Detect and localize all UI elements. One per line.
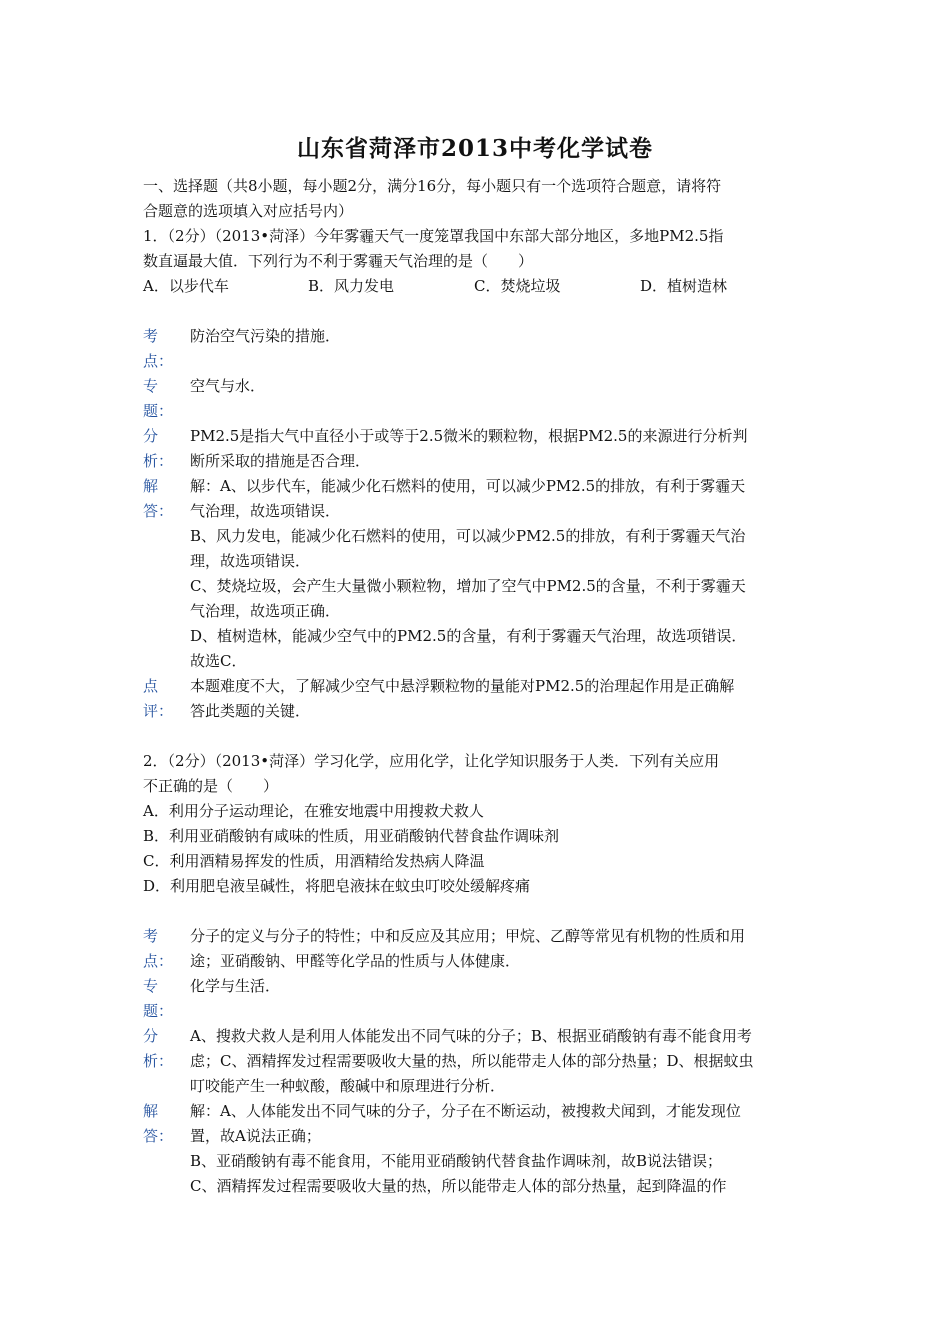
q2-jieda-label-1: 解 [143, 1102, 159, 1120]
q1-jieda-text-8: 故选C． [190, 652, 247, 670]
q1-jieda-text-6: 气治理，故选项正确． [190, 602, 341, 620]
q2-kaodian-text-2: 途；亚硝酸钠、甲醛等化学品的性质与人体健康． [190, 952, 521, 970]
q1-zhuanti-label-2: 题： [143, 402, 174, 420]
q1-fenxi-text-2: 断所采取的措施是否合理． [190, 452, 371, 470]
q1-zhuanti-text: 空气与水． [190, 377, 266, 395]
q1-option-d: D．植树造林 [640, 277, 728, 295]
q2-kaodian-text-1: 分子的定义与分子的特性；中和反应及其应用；甲烷、乙醇等常见有机物的性质和用 [190, 927, 746, 945]
q1-fenxi-label-1: 分 [143, 427, 159, 445]
q1-dianping-text-2: 答此类题的关键． [190, 702, 311, 720]
q1-option-c: C．焚烧垃圾 [474, 277, 561, 295]
q2-kaodian-label-1: 考 [143, 927, 159, 945]
q1-jieda-label-2: 答： [143, 502, 174, 520]
q1-option-b: B．风力发电 [308, 277, 395, 295]
q1-jieda-text-2: 气治理，故选项错误． [190, 502, 341, 520]
q1-fenxi-text-1: PM2.5是指大气中直径小于或等于2.5微米的颗粒物，根据PM2.5的来源进行分析判 [190, 427, 748, 445]
q2-jieda-text-3: B、亚硝酸钠有毒不能食用，不能用亚硝酸钠代替食盐作调味剂，故B说法错误； [190, 1152, 723, 1170]
q2-fenxi-label-1: 分 [143, 1027, 159, 1045]
q2-zhuanti-text: 化学与生活． [190, 977, 281, 995]
q1-jieda-text-3: B、风力发电，能减少化石燃料的使用，可以减少PM2.5的排放，有利于雾霾天气治 [190, 527, 746, 545]
section-heading-line2: 合题意的选项填入对应括号内） [143, 202, 354, 220]
section-heading-line1: 一、选择题（共8小题，每小题2分，满分16分，每小题只有一个选项符合题意，请将符 [143, 177, 722, 195]
q2-option-b: B．利用亚硝酸钠有咸味的性质，用亚硝酸钠代替食盐作调味剂 [143, 827, 560, 845]
q1-kaodian-text: 防治空气污染的措施． [190, 327, 341, 345]
q1-kaodian-label-2: 点： [143, 352, 174, 370]
q2-jieda-label-2: 答： [143, 1127, 174, 1145]
q1-fenxi-label-2: 析： [143, 452, 174, 470]
q2-zhuanti-label-2: 题： [143, 1002, 174, 1020]
q2-option-c: C．利用酒精易挥发的性质，用酒精给发热病人降温 [143, 852, 485, 870]
q2-fenxi-text-2: 虑；C、酒精挥发过程需要吸收大量的热，所以能带走人体的部分热量；D、根据蚊虫 [190, 1052, 754, 1070]
q1-dianping-label-1: 点 [143, 677, 159, 695]
q1-jieda-label-1: 解 [143, 477, 159, 495]
q2-kaodian-label-2: 点： [143, 952, 174, 970]
q1-jieda-text-1: 解：A、以步代车，能减少化石燃料的使用，可以减少PM2.5的排放，有利于雾霾天 [190, 477, 746, 495]
q1-zhuanti-label-1: 专 [143, 377, 159, 395]
q2-stem-line1: 2．（2分）（2013•菏泽）学习化学，应用化学，让化学知识服务于人类．下列有关应用 [143, 752, 720, 770]
q2-jieda-text-4: C、酒精挥发过程需要吸收大量的热，所以能带走人体的部分热量，起到降温的作 [190, 1177, 727, 1195]
q2-fenxi-label-2: 析： [143, 1052, 174, 1070]
q2-fenxi-text-3: 叮咬能产生一种蚁酸，酸碱中和原理进行分析． [190, 1077, 506, 1095]
q1-stem-line2: 数直逼最大值．下列行为不利于雾霾天气治理的是（ ） [143, 252, 534, 270]
q1-jieda-text-7: D、植树造林，能减少空气中的PM2.5的含量，有利于雾霾天气治理，故选项错误． [190, 627, 747, 645]
page-title: 山东省菏泽市2013中考化学试卷 [296, 135, 653, 162]
q1-dianping-text-1: 本题难度不大，了解减少空气中悬浮颗粒物的量能对PM2.5的治理起作用是正确解 [190, 677, 735, 695]
q1-stem-line1: 1．（2分）（2013•菏泽）今年雾霾天气一度笼罩我国中东部大部分地区，多地PM2.5指 [143, 227, 724, 245]
q2-option-d: D．利用肥皂液呈碱性，将肥皂液抹在蚊虫叮咬处缓解疼痛 [143, 877, 531, 895]
q1-jieda-text-4: 理，故选项错误． [190, 552, 311, 570]
q2-zhuanti-label-1: 专 [143, 977, 159, 995]
q2-fenxi-text-1: A、搜救犬救人是利用人体能发出不同气味的分子；B、根据亚硝酸钠有毒不能食用考 [190, 1027, 752, 1045]
q1-dianping-label-2: 评： [143, 702, 174, 720]
q1-kaodian-label-1: 考 [143, 327, 159, 345]
q2-jieda-text-2: 置，故A说法正确； [190, 1127, 321, 1145]
q1-jieda-text-5: C、焚烧垃圾，会产生大量微小颗粒物，增加了空气中PM2.5的含量，不利于雾霾天 [190, 577, 746, 595]
q2-jieda-text-1: 解：A、人体能发出不同气味的分子，分子在不断运动，被搜救犬闻到，才能发现位 [190, 1102, 741, 1120]
q1-option-a: A．以步代车 [143, 277, 229, 295]
q2-option-a: A．利用分子运动理论，在雅安地震中用搜救犬救人 [143, 802, 484, 820]
q2-stem-line2: 不正确的是（ ） [143, 777, 279, 795]
